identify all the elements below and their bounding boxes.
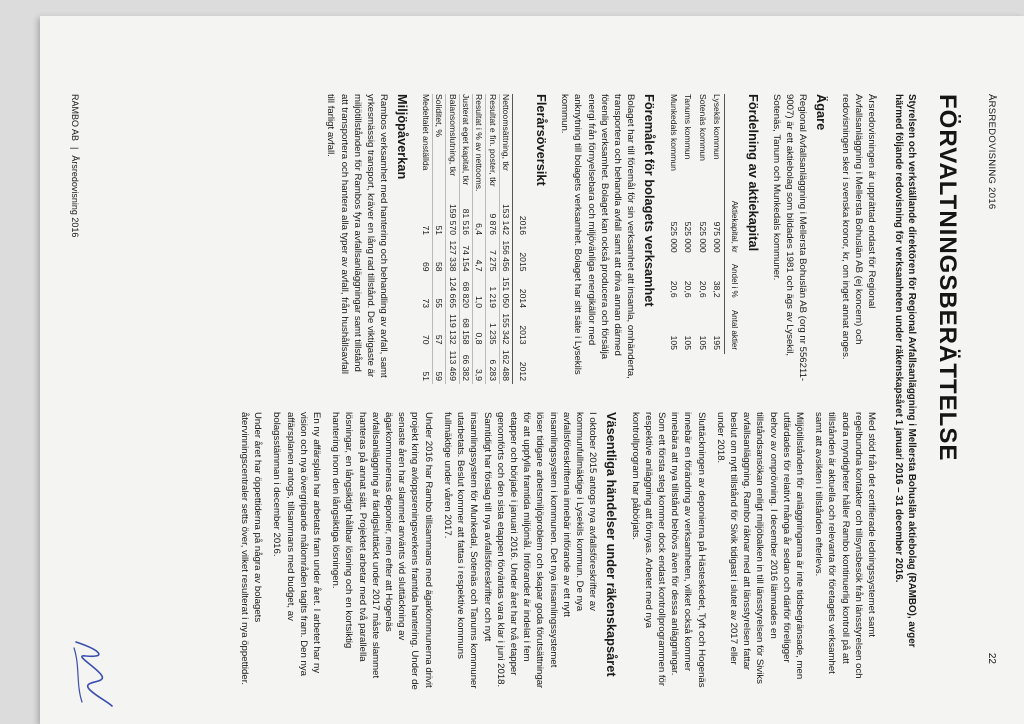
year-header: 2016 [513, 202, 529, 238]
environment-paragraph: Rambos verksamhet med hantering och behandling av avfall, samt yrkesmässig transport, kräver en lång rad tillstånd. De viktigaste är miljötillstånden för Rambos fyra avfallsanläggningar samt tillstånd att transportera och hantera alla typer av avfall, från hushållsavfall till farligt avfall. [325, 94, 390, 378]
page-title: FÖRVALTNINGSBERÄTTELSE [934, 94, 961, 462]
row-label: Justerat eget kapital, tkr [459, 94, 472, 202]
waste-regulation-paragraph: I oktober 2015 antogs nya avfallsföreskrifter av kommunfullmäktige i Lysekils kommun. De nya avfallsföreskrifterna innebär införande av ett nytt insamlingssystem i kommunen. Det nya insamlingssystemet löser tidigare arbetsmiljöproblem och skapar goda förutsättningar för att uppfylla framtida miljömål. Införandet är indelat i fem etapper och började i januari 2016. Under året har två etapper genomförts och den sista etappen förväntas vara klar i juni 2018. Samtidigt har förslag till nya avfallsföreskrifter och nytt insamlingssystem för Munkedal, Sotenäs och Tanums kommuner utarbetats. Beslut kommer att fattas i respektive kommuns fullmäktige under våren 2017. [441, 412, 599, 689]
table-cell: 66 382 [459, 347, 472, 384]
purpose-paragraph: Bolaget har till föremål för sin verksamhet att insamla, omhänderta, transportera och behandla avfall samt att driva annan därmed förenlig verksamhet. Bolaget kan också producera och försälja energi från förnyelsebara och miljövänliga energikällor med anknytning till bolagets verksamhet. Bolaget har sitt säte i Lysekils kommun. [559, 94, 637, 379]
multi-year-table [419, 94, 528, 384]
owner-capital: 525 000 [683, 221, 694, 253]
owner-count: 195 [711, 335, 722, 350]
owner-name: Munkedals kommun [668, 94, 679, 171]
column-header: Aktiekapital, kr [724, 190, 740, 257]
scope-paragraph: Årsredovisningen är upprättad endast för Regional Avfallsanläggning i Mellersta Bohuslän AB (ej koncern) och redovisningen sker i svenska kronor, kr, om inget annat anges. [839, 94, 877, 360]
running-footer [68, 94, 81, 237]
table-cell: 9 876 [486, 202, 499, 238]
share-capital-heading: Fördelning av aktiekapital [745, 94, 761, 252]
column-header: Andel i % [724, 257, 740, 302]
owner-name: Sotenäs kommun [697, 94, 708, 161]
table-cell: 70 [419, 311, 432, 347]
year-header: 2014 [513, 275, 529, 311]
multi-year-heading: Flerårsöversikt [533, 94, 549, 186]
table-cell: 59 [432, 347, 445, 384]
table-cell: 58 [432, 238, 445, 274]
right-column [232, 412, 878, 690]
table-cell: 68 158 [459, 311, 472, 347]
table-cell: 6,4 [473, 202, 486, 238]
table-row [432, 94, 445, 384]
table-cell: 155 342 [501, 313, 512, 345]
column-header: Antal aktier [724, 302, 740, 354]
row-label: Resultat e fin. poster, tkr [486, 94, 499, 202]
permits-paragraph: Med stöd från det certifierade ledningssystemet samt regelbundna kontakter och tillsynsbesök från länsstyrelsen och andra myndigheter håller Rambo kontinuerlig kontroll på att tillstånden är aktuella och relevanta för företagets verksamhet samt att avsikten i tillstånden efterlevs. [813, 412, 877, 679]
owner-share: 20,6 [668, 280, 679, 298]
table-cell: 156 456 [501, 240, 512, 272]
intro-paragraph: Styrelsen och verkställande direktören för Regional Avfallsanläggning i Mellersta Bohuslän aktiebolag (RAMBO), avger härmed följande redovisning för verksamheten under räkenskapsåret 1 januari 2016 – 31 december 2016. [892, 94, 917, 648]
table-cell: 159 570 [446, 202, 459, 238]
signature-scribble [66, 636, 120, 710]
column-header [513, 94, 529, 202]
environment-heading: Miljöpåverkan [395, 94, 411, 180]
owner-share: 38,2 [711, 280, 722, 298]
owner-count: 105 [683, 335, 694, 350]
table-row [681, 94, 695, 354]
table-cell: 55 [432, 275, 445, 311]
table-cell: 113 469 [446, 347, 459, 384]
footer-report: Årsredovisning 2016 [70, 155, 81, 238]
owner-capital: 525 000 [697, 221, 708, 253]
table-cell: 68 820 [459, 275, 472, 311]
table-cell: 6 283 [486, 347, 499, 384]
table-row [486, 94, 499, 384]
table-row [666, 94, 680, 354]
table-cell: 74 154 [459, 238, 472, 274]
table-row [710, 94, 725, 354]
owner-name: Tanums kommun [683, 94, 694, 160]
table-header-row [724, 94, 740, 354]
table-row [695, 94, 709, 354]
owner-capital: 525 000 [668, 221, 679, 253]
table-cell: 1 235 [486, 311, 499, 347]
year-header: 2015 [513, 238, 529, 274]
table-cell: 81 516 [459, 202, 472, 238]
owner-name: Lysekils kommun [711, 94, 722, 160]
table-row [459, 94, 472, 384]
row-label: Medeltalet anställda [419, 94, 432, 202]
row-label: Resultat i % av nettooms. [473, 94, 486, 202]
table-cell: 1,0 [473, 275, 486, 311]
running-title: ÅRSREDOVISNING 2016 [986, 94, 997, 210]
table-cell: 119 132 [446, 311, 459, 347]
footer-separator: | [70, 147, 81, 150]
share-capital-table [666, 94, 740, 354]
events-heading: Väsentliga händelser under räkenskapsåret [604, 412, 620, 677]
table-cell: 3,9 [473, 347, 486, 384]
owner-share: 20,6 [683, 280, 694, 298]
table-cell: 69 [419, 238, 432, 274]
row-label: Balansomslutning, tkr [446, 94, 459, 202]
business-plan-paragraph: En ny affärsplan har arbetats fram under året. I arbetet har ny vision och nya övergripande målområden tagits fram. Den nya affärsplanen antogs, tillsammans med budget, av bolagsstämman i december 2016. [271, 412, 323, 676]
table-cell: 73 [419, 275, 432, 311]
owner-count: 105 [697, 335, 708, 350]
table-row [446, 94, 459, 384]
table-cell: 0,8 [473, 311, 486, 347]
table-cell: 153 142 [501, 203, 512, 236]
footer-company: RAMBO AB [70, 94, 81, 142]
year-header: 2012 [513, 347, 529, 384]
left-column [318, 94, 878, 384]
owner-share: 20,6 [697, 280, 708, 298]
page-number: 22 [986, 652, 997, 664]
table-cell: 124 665 [446, 275, 459, 311]
sludge-project-paragraph: Under 2016 har Rambo tillsammans med ägarkommunerna drivit projekt kring avloppsreningsverkens framtida hantering. Under de senaste åren har slammet använts vid sluttäckning av ägarkommunernas deponier, men efter att Hogenäs avfallsanläggning är färdigsluttäckt under 2017 måste slammet hanteras på annat sätt. Projektet arbetar med två parallella lösningar, en långsiktigt hållbar lösning och en kortsiktig hantering inom den långsiktiga lösningen. [330, 412, 434, 690]
rotated-page [50, 20, 1010, 720]
table-cell: 7 275 [486, 238, 499, 274]
row-label: Soliditet, % [432, 94, 445, 202]
table-cell: 1 219 [486, 275, 499, 311]
landfill-paragraph: Sluttäckningen av deponierna på Hästeskedet, Tyft och Hogenäs innebär en förändring av verksamheten, vilket också kommer innebära att nya tillstånd behövs även för dessa anläggningar. Som ett första steg kommer dock endast kontrollprogrammen för respektive anläggning att förnyas. Arbetet med nya kontrollprogram har påbörjats. [629, 412, 707, 688]
owners-paragraph: Regional Avfallsanläggning i Mellersta Bohuslän AB (org nr 556211-9007) är ett aktiebolag som bildades 1981 och ägs av Lysekil, Sotenäs, Tanum och Munkedals kommuner. [770, 94, 809, 382]
opening-hours-paragraph: Under året har öppettiderna på några av bolagets återvinningscentraler setts över, vilket resulterat i nya öppettider. [239, 412, 264, 686]
table-cell: 162 488 [501, 349, 512, 381]
table-row [419, 94, 432, 384]
table-cell: 127 338 [446, 238, 459, 274]
table-cell: 71 [419, 202, 432, 238]
row-label: Nettoomsättning, tkr [501, 94, 512, 171]
document-sheet [40, 16, 1024, 724]
table-cell: 151 050 [501, 276, 512, 308]
column-header [724, 94, 740, 190]
year-header: 2013 [513, 311, 529, 347]
purpose-heading: Föremålet för bolagets verksamhet [642, 94, 658, 307]
permit-review-paragraph: Miljötillstånden för anläggningarna är inte tidsbegränsade, men utfärdades för relativt många år sedan och därför föreligger behov av omprövning. I december 2016 lämnades en tillståndsansökan enligt miljöbalken in till länsstyrelsen för Siviks avfallsanläggning. Rambo räknar med att länsstyrelsen fattar beslut om nytt tillstånd för Sivik tidigast i slutet av 2017 eller under 2018. [714, 412, 805, 684]
owners-heading: Ägare [814, 94, 830, 131]
table-row [499, 94, 512, 384]
table-row [473, 94, 486, 384]
table-cell: 57 [432, 311, 445, 347]
table-cell: 51 [419, 347, 432, 384]
table-cell: 51 [432, 202, 445, 238]
owner-count: 105 [668, 335, 679, 350]
table-header-row [513, 94, 529, 384]
owner-capital: 975 000 [711, 221, 722, 253]
table-cell: 4,7 [473, 238, 486, 274]
